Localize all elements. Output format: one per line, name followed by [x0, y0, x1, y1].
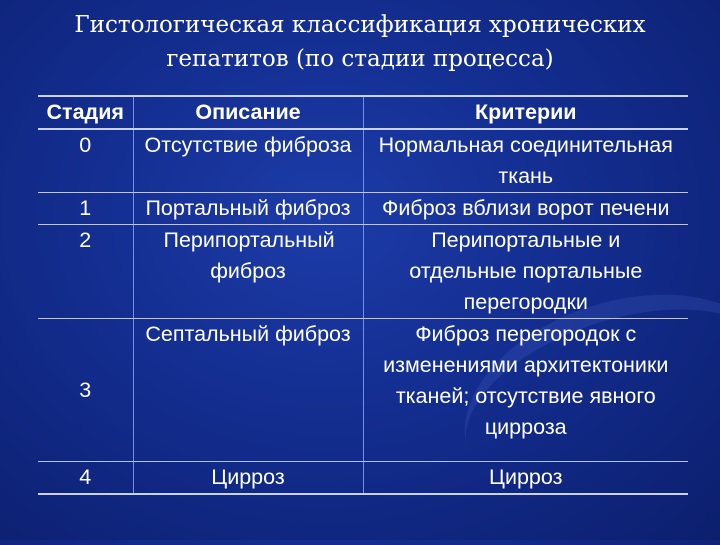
table-row	[38, 129, 688, 193]
table-row	[38, 193, 688, 225]
cell-description: Септальный фиброз	[133, 319, 363, 462]
cell-stage: 4	[38, 462, 133, 495]
cell-criteria: Нормальная соединительная ткань	[363, 129, 688, 193]
classification-table	[38, 95, 688, 495]
title-line-1: Гистологическая классификация хронических	[74, 12, 646, 38]
cell-stage: 0	[38, 129, 133, 193]
slide-title	[0, 8, 720, 76]
cell-stage: 1	[38, 193, 133, 225]
cell-description: Портальный фиброз	[133, 193, 363, 225]
header-description: Описание	[133, 96, 363, 129]
title-line-2: гепатитов (по стадии процесса)	[166, 46, 554, 72]
cell-description: Отсутствие фиброза	[133, 129, 363, 193]
header-stage: Стадия	[38, 96, 133, 129]
cell-description: Перипортальный фиброз	[133, 225, 363, 319]
table-row	[38, 462, 688, 495]
cell-criteria: Перипортальные и отдельные портальные перегородки	[363, 225, 688, 319]
table-row	[38, 225, 688, 319]
cell-criteria: Цирроз	[363, 462, 688, 495]
cell-criteria: Фиброз вблизи ворот печени	[363, 193, 688, 225]
cell-description: Цирроз	[133, 462, 363, 495]
cell-stage: 2	[38, 225, 133, 319]
cell-stage: 3	[38, 319, 133, 462]
header-criteria: Критерии	[363, 96, 688, 129]
cell-criteria: Фиброз перегородок с изменениями архитектоники тканей; отсутствие явного цирроза	[363, 319, 688, 462]
table-header-row	[38, 96, 688, 129]
table-row	[38, 319, 688, 462]
